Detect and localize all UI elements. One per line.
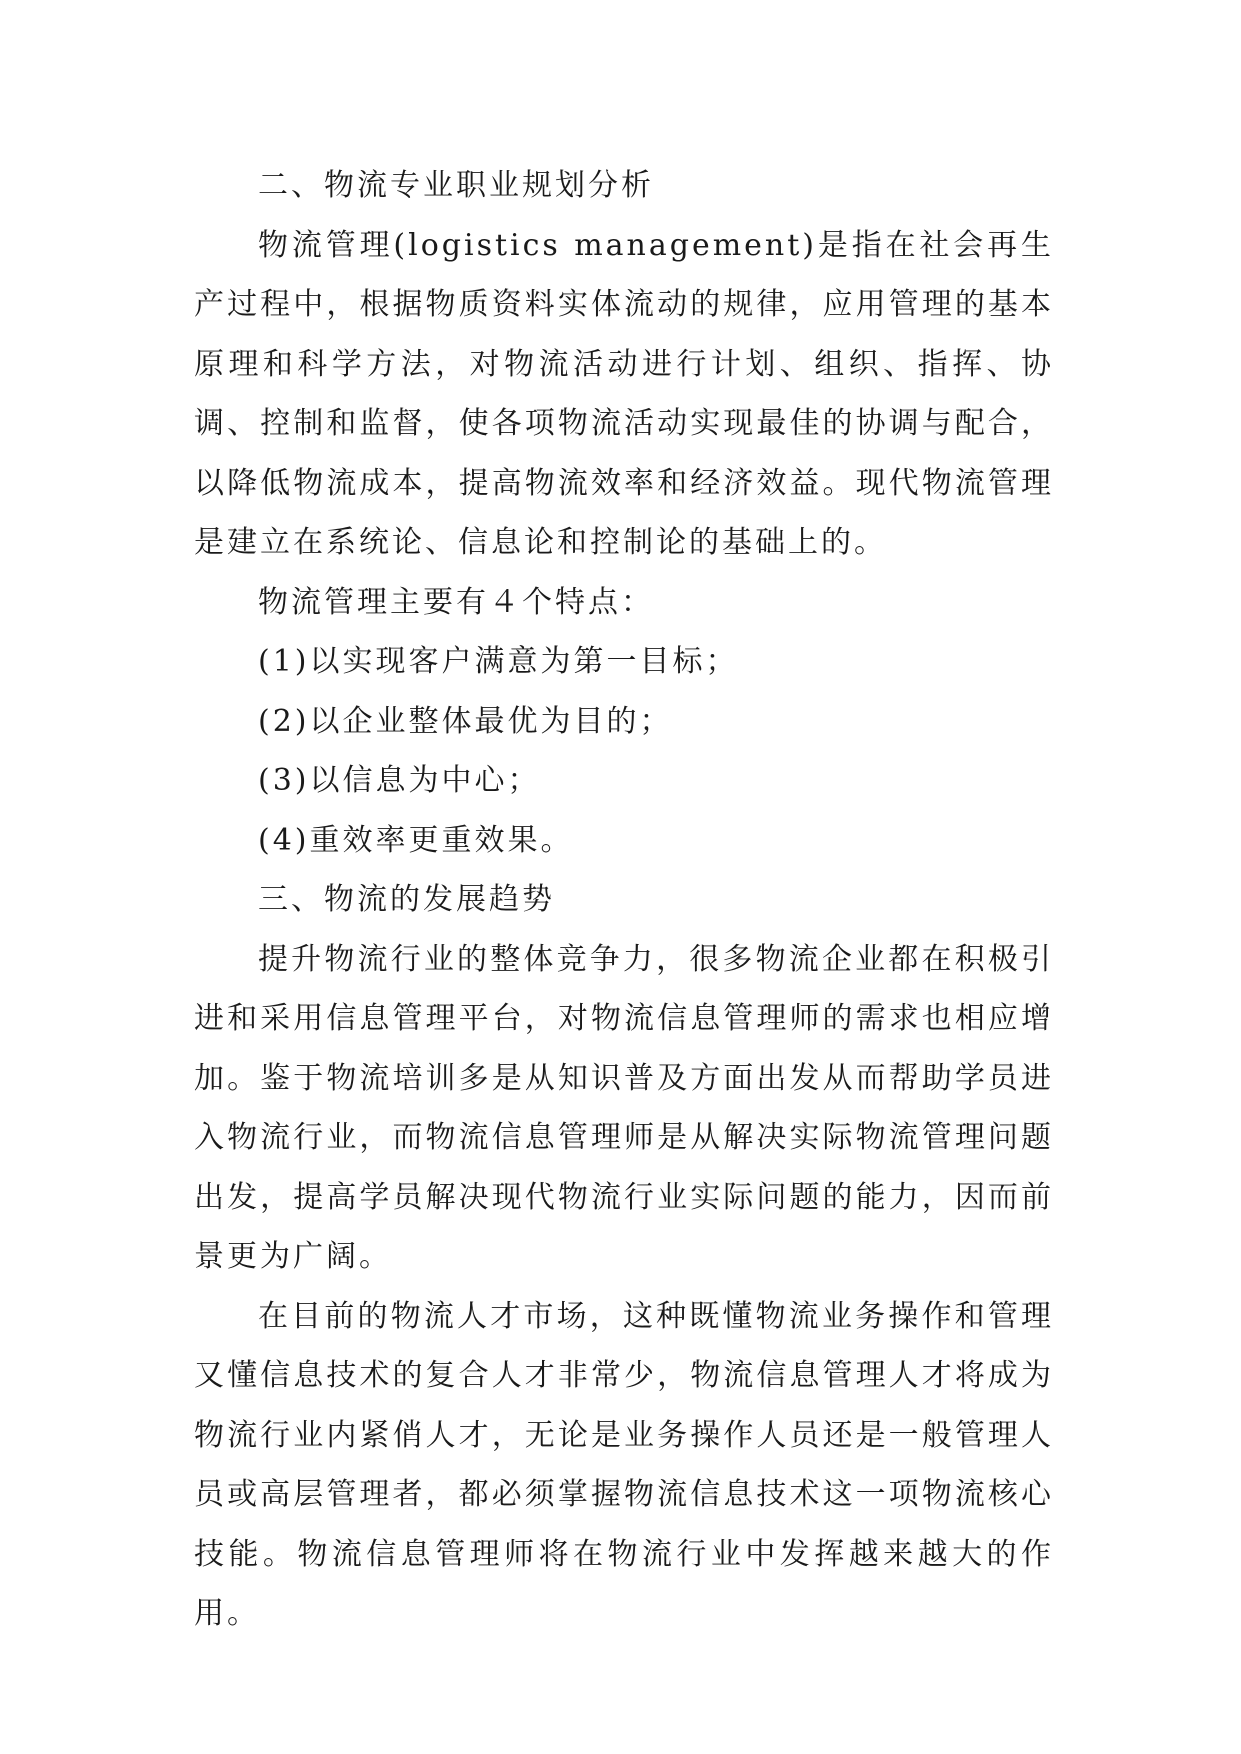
list-item-feature-3: (3)以信息为中心； [258,763,541,798]
list-item-feature-4: (4)重效率更重效果。 [258,822,574,858]
paragraph-industry-competitiveness: 提升物流行业的整体竞争力，很多物流企业都在积极引进和采用信息管理平台，对物流信息管理师的需求也相应增加。鉴于物流培训多是从知识普及方面出发从而帮助学员进入物流行业，而物流信息管理师是从解决实际物流管理问题出发，提高学员解决现代物流行业实际问题的能力，因而前景更为广阔。 [194,941,1054,1274]
document-body [194,156,1054,1644]
list-item-feature-1: (1)以实现客户满意为第一目标； [258,644,739,679]
section-heading-development-trend: 三、物流的发展趋势 [258,882,555,917]
paragraph-features-intro: 物流管理主要有４个特点： [258,584,654,620]
section-heading-career-planning: 二、物流专业职业规划分析 [258,168,654,203]
paragraph-logistics-management-definition: 物流管理(logistics management)是指在社会再生产过程中，根据物质资料实体流动的规律，应用管理的基本原理和科学方法，对物流活动进行计划、组织、指挥、协调、控制和监督，使各项物流活动实现最佳的协调与配合，以降低物流成本，提高物流效率和经济效益。现代物流管理是建立在系统论、信息论和控制论的基础上的。 [194,227,1054,560]
paragraph-talent-market: 在目前的物流人才市场，这种既懂物流业务操作和管理又懂信息技术的复合人才非常少，物流信息管理人才将成为物流行业内紧俏人才，无论是业务操作人员还是一般管理人员或高层管理者，都必须掌握物流信息技术这一项物流核心技能。物流信息管理师将在物流行业中发挥越来越大的作用。 [194,1298,1054,1631]
list-item-feature-2: (2)以企业整体最优为目的； [258,703,673,739]
